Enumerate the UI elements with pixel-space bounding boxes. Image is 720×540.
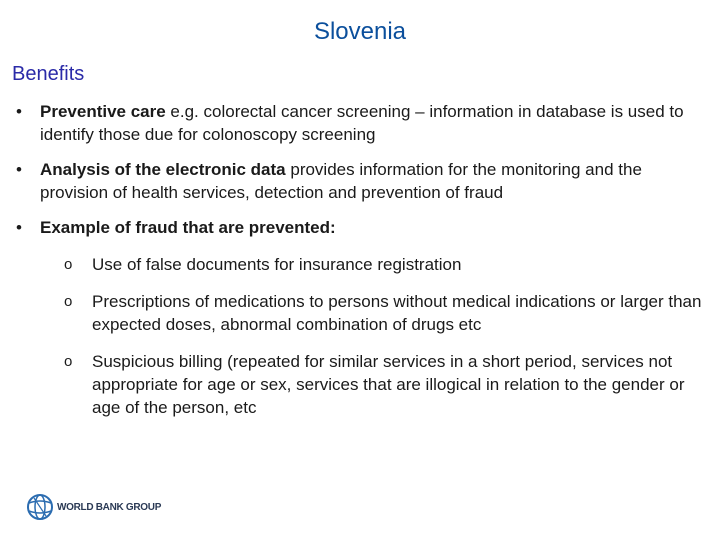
sub-bullet-list [40, 253, 706, 419]
logo-text: WORLD BANK GROUP [57, 501, 162, 513]
slide-title: Slovenia [313, 18, 407, 45]
globe-icon [26, 493, 54, 521]
bullet-item [16, 100, 706, 146]
bullet-glyph: • [16, 160, 22, 179]
sub-bullet-glyph: o [64, 293, 73, 310]
sub-bullet-item [40, 253, 706, 276]
sub-bullet-glyph: o [64, 353, 73, 370]
sub-bullet-item [40, 290, 706, 336]
sub-bullet-text: Suspicious billing (repeated for similar services in a short period, services not appropriate for age or sex, services that are illogical in relation to the gender or age of the person, etc [92, 352, 685, 417]
bullet-text: provides information for the monitoring and the provision of health services, detection and prevention of fraud [40, 160, 642, 202]
bullet-bold: Analysis of the electronic data [40, 160, 286, 179]
bullet-text: e.g. colorectal cancer screening – information in database is used to identify those due for colonoscopy screening [40, 102, 684, 144]
section-heading: Benefits [12, 63, 85, 85]
bullet-glyph: • [16, 218, 22, 237]
bullet-item [16, 158, 706, 204]
sub-bullet-glyph: o [64, 256, 73, 273]
sub-bullet-item [40, 350, 706, 419]
bullet-list [16, 100, 706, 433]
bullet-item [16, 216, 706, 419]
sub-bullet-text: Prescriptions of medications to persons without medical indications or larger than expected doses, abnormal combination of drugs etc [92, 292, 702, 334]
world-bank-logo [26, 493, 161, 521]
bullet-glyph: • [16, 102, 22, 121]
bullet-bold: Preventive care [40, 102, 166, 121]
bullet-bold: Example of fraud that are prevented: [40, 218, 336, 237]
sub-bullet-text: Use of false documents for insurance registration [92, 255, 462, 274]
